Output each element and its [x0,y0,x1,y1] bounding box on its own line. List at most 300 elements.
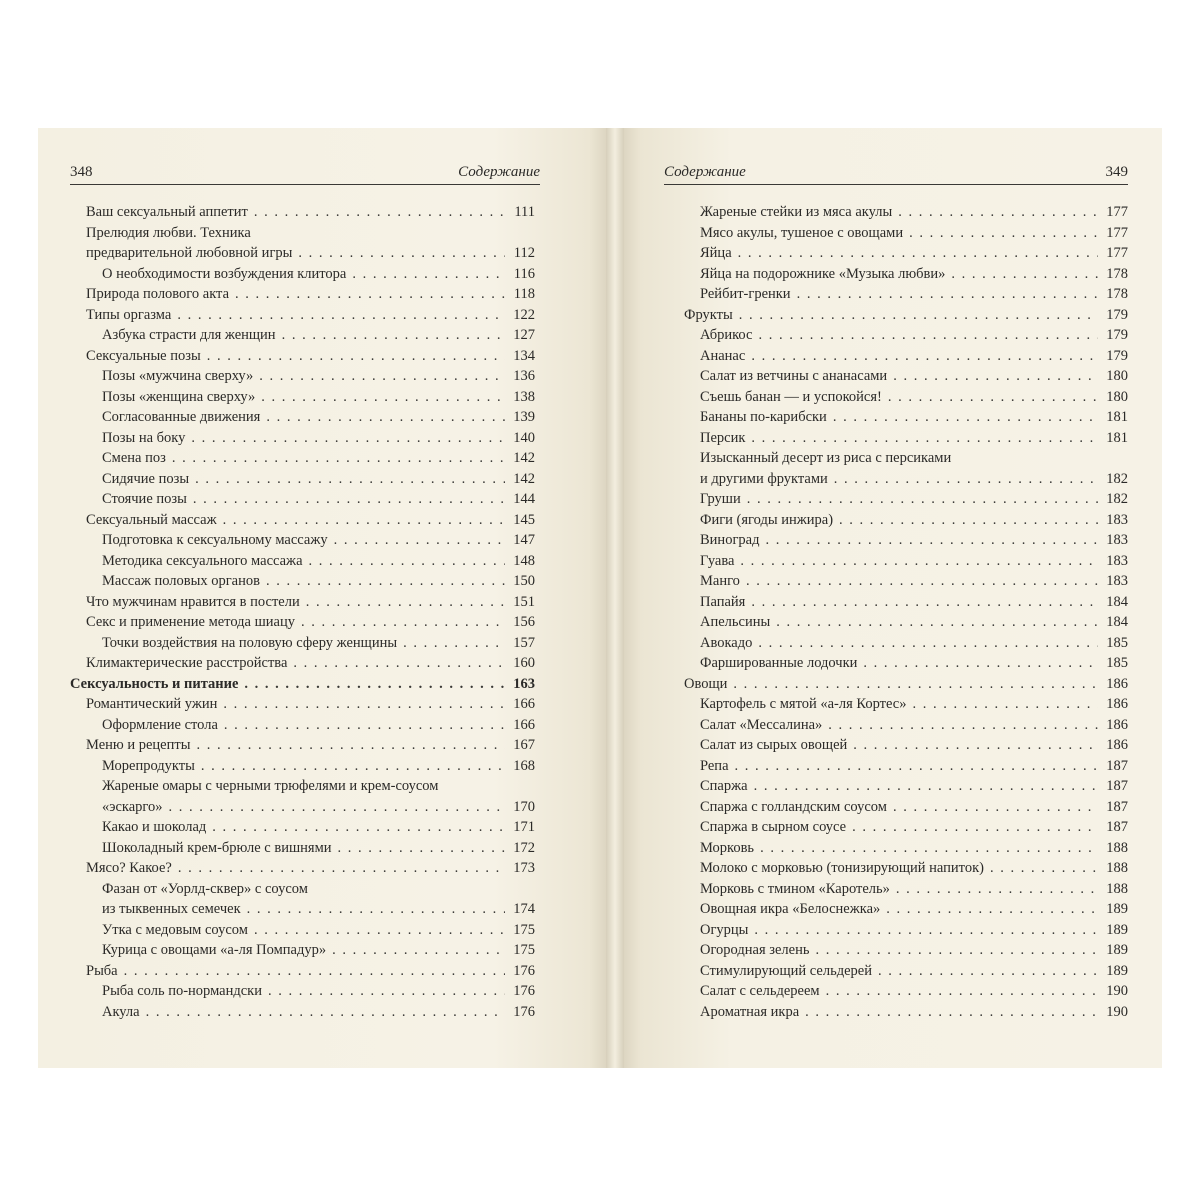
toc-entry [70,961,535,982]
toc-entry-title: Морепродукты [102,757,195,774]
toc-entry [668,243,1128,264]
toc-entry-page: 188 [1106,860,1128,876]
toc-entry [70,469,535,490]
toc-entry-page: 118 [513,286,535,302]
dot-leader [235,284,505,305]
dot-leader [223,510,505,531]
toc-entry-title: Съешь банан — и успокойся! [700,388,882,405]
dot-leader [738,243,1098,264]
dot-leader [193,489,505,510]
toc-entry-title: Фаршированные лодочки [700,655,858,671]
toc-entry [668,223,1128,244]
dot-leader [268,981,505,1002]
dot-leader [758,325,1098,346]
dot-leader [896,879,1098,900]
toc-entry [70,920,535,941]
toc-entry-title: и другими фруктами [700,470,828,487]
toc-entry-page: 186 [1106,716,1128,733]
toc-entry-title: Шоколадный крем-брюле с вишнями [102,839,332,856]
toc-entry-page: 183 [1106,573,1128,589]
toc-entry-title: Сексуальный массаж [86,511,217,528]
toc-entry-title: предварительной любовной игры [86,245,293,261]
toc-entry-page: 122 [513,306,535,323]
dot-leader [898,202,1098,223]
toc-entry-page: 138 [513,388,535,405]
toc-entry-page: 180 [1106,388,1128,405]
toc-entry-title: Репа [700,757,729,774]
toc-entry-page: 176 [513,962,535,979]
toc-entry-page: 167 [513,737,535,753]
toc-entry-page: 187 [1106,819,1128,835]
toc-entry [668,633,1128,654]
page-header [664,160,1128,185]
toc-entry [668,387,1128,408]
dot-leader [261,387,505,408]
dot-leader [244,674,505,695]
toc-entry-title: Папайя [700,593,746,610]
toc-entry-page: 148 [513,552,535,569]
dot-leader [306,592,505,613]
toc-entry-title: Молоко с морковью (тонизирующий напиток) [700,860,984,876]
toc-entry [668,264,1128,285]
dot-leader [223,694,505,715]
toc-entry-title: Какао и шоколад [102,819,207,835]
toc-entry-title: Мясо акулы, тушеное с овощами [700,224,904,241]
toc-entry-title: Салат из ветчины с ананасами [700,368,888,384]
dot-leader [751,428,1098,449]
toc-entry [70,797,535,818]
toc-entry [668,469,1128,490]
toc-entry [70,448,535,469]
toc-entry-title: Салат с сельдереем [700,983,820,999]
toc-entry [668,407,1128,428]
toc-entry [668,694,1128,715]
toc-entry-page: 144 [513,491,535,507]
toc-entry-title: Изысканный десерт из риса с персиками [700,450,952,466]
toc-entry-title: Секс и применение метода шиацу [86,614,295,630]
dot-leader [259,366,505,387]
toc-entry-title: Фиги (ягоды инжира) [700,511,834,528]
toc-entry-title: Спаржа с голландским соусом [700,798,887,815]
toc-entry [668,858,1128,879]
toc-entry-title: Оформление стола [102,716,218,733]
dot-leader [266,571,505,592]
dot-leader [146,1002,505,1023]
toc-entry-page: 174 [513,901,535,917]
dot-leader [301,612,505,633]
toc-entry [668,612,1128,633]
toc-entry-title: Ваш сексуальный аппетит [86,204,248,220]
toc-entry [70,284,535,305]
toc-entry [70,243,535,264]
toc-entry [70,489,535,510]
toc-entry-title: Стоячие позы [102,491,187,507]
dot-leader [834,469,1098,490]
dot-leader [735,756,1098,777]
dot-leader [826,981,1098,1002]
toc-entry-page: 179 [1106,306,1128,323]
toc-entry [70,612,535,633]
toc-entry-page: 157 [513,634,535,651]
toc-entry [70,592,535,613]
toc-entry-page: 175 [513,921,535,938]
toc-entry-title: Овощная икра «Белоснежка» [700,901,881,917]
toc-entry-title: Гуава [700,552,735,569]
toc-entry [668,838,1128,859]
toc-entry-page: 142 [513,450,535,466]
toc-entry-page: 179 [1106,327,1128,343]
toc-entry-page: 116 [513,265,535,282]
toc-entry-title: Картофель с мятой «а-ля Кортес» [700,696,907,712]
toc-entry-page: 176 [513,1003,535,1020]
toc-entry-page: 136 [513,368,535,384]
toc-entry [668,899,1128,920]
dot-leader [839,510,1098,531]
toc-entry-title: «эскарго» [102,798,163,815]
toc-entry [70,879,535,900]
toc-entry [668,510,1128,531]
toc-entry-page: 179 [1106,347,1128,364]
dot-leader [266,407,505,428]
dot-leader [760,838,1098,859]
dot-leader [746,571,1098,592]
table-of-contents [70,202,535,1022]
toc-entry-title: Позы «мужчина сверху» [102,368,254,384]
toc-entry-page: 182 [1106,470,1128,487]
dot-leader [758,633,1098,654]
toc-entry [668,715,1128,736]
toc-entry [70,530,535,551]
toc-entry [70,428,535,449]
toc-entry [668,448,1128,469]
toc-entry-title: Фрукты [684,306,733,323]
toc-entry [668,735,1128,756]
toc-entry-page: 185 [1106,634,1128,651]
toc-entry-title: из тыквенных семечек [102,901,241,917]
toc-entry-page: 140 [513,429,535,446]
toc-entry-title: Азбука страсти для женщин [102,327,276,343]
toc-entry [668,346,1128,367]
toc-entry-page: 176 [513,983,535,999]
toc-entry [70,551,535,572]
dot-leader [334,530,505,551]
dot-leader [912,694,1098,715]
dot-leader [247,899,505,920]
toc-entry-title: Рейбит-гренки [700,286,791,302]
dot-leader [293,653,505,674]
toc-entry-title: Стимулирующий сельдерей [700,962,872,979]
dot-leader [833,407,1098,428]
toc-entry-page: 160 [513,655,535,671]
toc-entry-title: Апельсины [700,614,771,630]
toc-entry-page: 142 [513,470,535,487]
toc-entry-title: Что мужчинам нравится в постели [86,593,300,610]
toc-entry-title: Салат «Мессалина» [700,716,823,733]
dot-leader [298,243,505,264]
toc-entry-title: Персик [700,429,746,446]
left-page [38,128,606,1068]
toc-entry-title: Фазан от «Уорлд-сквер» с соусом [102,880,308,897]
toc-entry-title: Бананы по-карибски [700,409,827,425]
toc-entry-page: 151 [513,593,535,610]
toc-entry-page: 183 [1106,511,1128,528]
dot-leader [740,551,1098,572]
toc-entry [70,899,535,920]
toc-entry-page: 184 [1106,593,1128,610]
toc-entry [70,264,535,285]
toc-entry-title: Климактерические расстройства [86,655,288,671]
toc-entry-page: 112 [513,245,535,261]
toc-entry [668,489,1128,510]
toc-entry-title: Абрикос [700,327,753,343]
toc-entry-title: Акула [102,1003,140,1020]
toc-entry-title: Виноград [700,532,760,548]
dot-leader [888,387,1098,408]
dot-leader [191,428,505,449]
dot-leader [951,264,1098,285]
dot-leader [765,530,1098,551]
toc-entry-title: Массаж половых органов [102,573,260,589]
toc-entry [70,735,535,756]
dot-leader [201,756,505,777]
toc-entry [70,346,535,367]
toc-entry [668,776,1128,797]
toc-entry [70,715,535,736]
dot-leader [797,284,1098,305]
toc-entry-title: Мясо? Какое? [86,860,172,876]
toc-entry-page: 189 [1106,942,1128,958]
toc-entry [70,838,535,859]
dot-leader [878,961,1098,982]
toc-entry-page: 166 [513,696,535,712]
toc-entry [668,325,1128,346]
dot-leader [224,715,505,736]
toc-entry [70,756,535,777]
toc-entry-title: Огородная зелень [700,942,810,958]
dot-leader [338,838,505,859]
dot-leader [909,223,1098,244]
dot-leader [828,715,1098,736]
toc-entry [668,756,1128,777]
toc-entry [70,674,535,695]
toc-entry-title: Утка с медовым соусом [102,921,248,938]
toc-entry-title: Смена поз [102,450,166,466]
toc-entry-page: 177 [1106,245,1128,261]
toc-entry [70,387,535,408]
dot-leader [739,305,1098,326]
dot-leader [403,633,505,654]
dot-leader [172,448,505,469]
running-title: Содержание [458,164,540,180]
dot-leader [178,858,505,879]
toc-entry-title: Спаржа в сырном соусе [700,819,847,835]
toc-entry-title: Сидячие позы [102,470,190,487]
toc-entry-page: 170 [513,798,535,815]
dot-leader [990,858,1098,879]
dot-leader [169,797,505,818]
toc-entry-page: 173 [513,860,535,876]
toc-entry-title: Сексуальные позы [86,347,201,364]
toc-entry-title: Спаржа [700,778,748,794]
dot-leader [852,817,1098,838]
toc-entry [70,633,535,654]
toc-entry [70,694,535,715]
toc-entry-page: 186 [1106,737,1128,753]
toc-entry-page: 183 [1106,552,1128,569]
toc-entry-page: 185 [1106,655,1128,671]
dot-leader [195,469,505,490]
toc-entry-page: 163 [513,675,535,692]
toc-entry-title: Согласованные движения [102,409,261,425]
toc-entry [70,510,535,531]
toc-entry-page: 181 [1106,429,1128,446]
toc-entry-page: 190 [1106,1003,1128,1020]
dot-leader [124,961,505,982]
toc-entry-title: Ароматная икра [700,1003,800,1020]
toc-entry-title: Авокадо [700,634,753,651]
dot-leader [863,653,1098,674]
toc-entry [70,653,535,674]
dot-leader [747,489,1098,510]
dot-leader [254,920,505,941]
dot-leader [886,899,1098,920]
toc-entry [668,530,1128,551]
toc-entry-title: Морковь с тмином «Каротель» [700,880,890,897]
toc-entry-title: Рыба соль по-нормандски [102,983,262,999]
dot-leader [733,674,1098,695]
toc-entry-title: Рыба [86,962,118,979]
toc-entry [668,797,1128,818]
toc-entry [668,428,1128,449]
dot-leader [309,551,505,572]
page-header [70,160,540,185]
toc-entry-title: Сексуальность и питание [70,675,239,692]
toc-entry-page: 189 [1106,962,1128,979]
toc-entry [70,571,535,592]
toc-entry-title: О необходимости возбуждения клитора [102,265,347,282]
dot-leader [751,346,1098,367]
toc-entry [668,981,1128,1002]
toc-entry-title: Груши [700,491,741,507]
toc-entry-title: Овощи [684,675,728,692]
toc-entry-page: 188 [1106,880,1128,897]
toc-entry [668,674,1128,695]
page-number: 349 [1105,164,1128,180]
toc-entry-title: Позы «женщина сверху» [102,388,256,405]
toc-entry [70,981,535,1002]
toc-entry-title: Точки воздействия на половую сферу женщины [102,634,398,651]
toc-entry-title: Меню и рецепты [86,737,191,753]
toc-entry [668,366,1128,387]
dot-leader [805,1002,1098,1023]
dot-leader [776,612,1098,633]
toc-entry [668,817,1128,838]
toc-entry-page: 172 [513,839,535,856]
toc-entry-page: 187 [1106,778,1128,794]
toc-entry-title: Жареные стейки из мяса акулы [700,204,893,220]
toc-entry-page: 178 [1106,286,1128,302]
toc-entry-page: 187 [1106,757,1128,774]
toc-entry-page: 111 [514,204,535,220]
toc-entry [668,571,1128,592]
right-page [624,128,1162,1068]
toc-entry [70,817,535,838]
toc-entry [70,366,535,387]
toc-entry [668,202,1128,223]
toc-entry [668,653,1128,674]
toc-entry-page: 190 [1106,983,1128,999]
toc-entry-page: 181 [1106,409,1128,425]
toc-entry-title: Салат из сырых овощей [700,737,848,753]
toc-entry-page: 156 [513,614,535,630]
book-gutter [606,128,624,1068]
toc-entry-page: 127 [513,327,535,343]
toc-entry [70,858,535,879]
toc-entry-page: 145 [513,511,535,528]
toc-entry-page: 189 [1106,901,1128,917]
toc-entry-page: 180 [1106,368,1128,384]
toc-entry-title: Огурцы [700,921,749,938]
toc-entry-page: 139 [513,409,535,425]
toc-entry-page: 147 [513,532,535,548]
toc-entry-page: 134 [513,347,535,364]
toc-entry-page: 177 [1106,204,1128,220]
dot-leader [207,346,505,367]
toc-entry-title: Типы оргазма [86,306,172,323]
toc-entry-title: Морковь [700,839,755,856]
dot-leader [282,325,505,346]
toc-entry-page: 178 [1106,265,1128,282]
toc-entry-page: 182 [1106,491,1128,507]
toc-entry [70,202,535,223]
table-of-contents [668,202,1128,1022]
running-title: Содержание [664,164,746,180]
toc-entry-title: Методика сексуального массажа [102,552,303,569]
toc-entry [668,551,1128,572]
toc-entry [668,284,1128,305]
toc-entry [70,305,535,326]
toc-entry-title: Яйца на подорожнике «Музыка любви» [700,265,946,282]
toc-entry-title: Природа полового акта [86,286,230,302]
toc-entry-title: Ананас [700,347,746,364]
dot-leader [754,920,1098,941]
toc-entry-page: 166 [513,716,535,733]
toc-entry [668,940,1128,961]
dot-leader [754,776,1098,797]
toc-entry-title: Манго [700,573,740,589]
toc-entry [70,1002,535,1023]
page-number: 348 [70,164,93,180]
dot-leader [893,797,1098,818]
toc-entry [668,920,1128,941]
toc-entry-page: 184 [1106,614,1128,630]
dot-leader [332,940,505,961]
toc-entry [70,776,535,797]
toc-entry-page: 168 [513,757,535,774]
dot-leader [352,264,505,285]
toc-entry [70,940,535,961]
dot-leader [893,366,1098,387]
toc-entry-page: 183 [1106,532,1128,548]
toc-entry-title: Курица с овощами «а-ля Помпадур» [102,942,327,958]
toc-entry-page: 186 [1106,675,1128,692]
toc-entry-page: 187 [1106,798,1128,815]
toc-entry-page: 189 [1106,921,1128,938]
toc-entry-title: Подготовка к сексуальному массажу [102,532,328,548]
toc-entry-page: 175 [513,942,535,958]
toc-entry-page: 171 [513,819,535,835]
toc-entry-title: Прелюдия любви. Техника [86,224,251,241]
